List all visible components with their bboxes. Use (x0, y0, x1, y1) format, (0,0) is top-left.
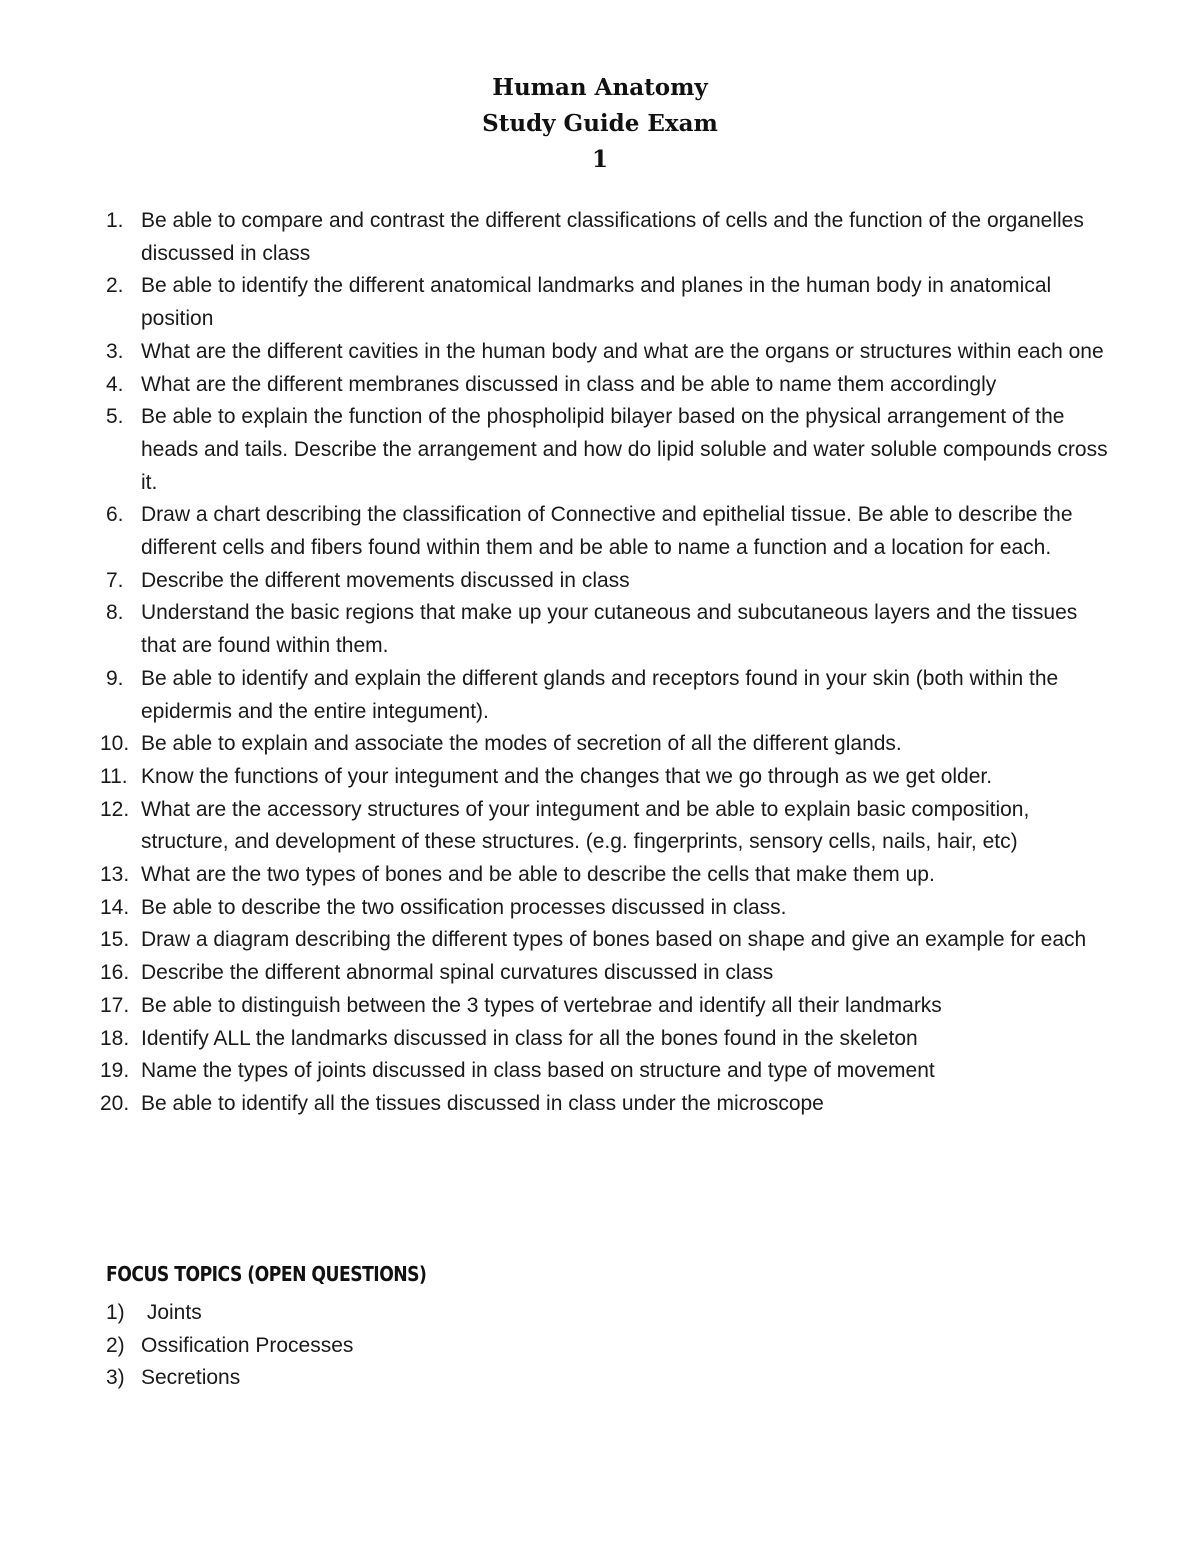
list-item (100, 565, 1110, 598)
item-number: 3) (106, 1366, 125, 1389)
item-text: What are the different cavities in the human body and what are the organs or structures within each one (141, 339, 1104, 363)
item-text: Be able to identify the different anatomical landmarks and planes in the human body in anatomical position (141, 274, 1052, 331)
item-number: 10. (100, 732, 130, 756)
list-item (106, 1362, 1006, 1395)
item-number: 9. (106, 666, 124, 690)
list-item (100, 892, 1110, 925)
item-number: 11. (100, 764, 128, 788)
item-number: 8. (106, 601, 124, 625)
focus-topics-section (106, 1257, 1006, 1395)
document-title: Human Anatomy (492, 74, 708, 101)
item-number: 6. (106, 503, 124, 527)
item-text: Be able to distinguish between the 3 types of vertebrae and identify all their landmarks (141, 993, 942, 1017)
item-number: 13. (100, 863, 130, 887)
list-item (100, 794, 1110, 859)
item-text: Be able to compare and contrast the different classifications of cells and the function of the organelles discussed in class (141, 209, 1084, 265)
item-number: 12. (100, 797, 130, 821)
item-number: 15. (100, 928, 130, 952)
list-item (100, 957, 1110, 990)
item-number: 18. (100, 1026, 130, 1050)
item-number: 5. (106, 405, 124, 429)
list-item (100, 728, 1110, 761)
list-item (100, 336, 1110, 369)
item-text: What are the different membranes discussed in class and be able to name them accordingly (141, 372, 997, 396)
item-number: 1. (106, 209, 124, 232)
list-item (100, 990, 1110, 1023)
item-number: 7. (106, 568, 124, 592)
item-number: 14. (100, 895, 130, 919)
item-number: 3. (106, 339, 124, 363)
list-item (100, 270, 1110, 335)
list-item (100, 499, 1110, 564)
item-text: Be able to explain the function of the phospholipid bilayer based on the physical arrangement of the heads and tails. Describe the arrangement and how do lipid soluble and water soluble compounds cross it. (141, 405, 1108, 494)
focus-topics-heading: FOCUS TOPICS (OPEN QUESTIONS) (106, 1262, 427, 1286)
item-number: 16. (100, 961, 130, 985)
item-text: What are the accessory structures of your integument and be able to explain basic composition, structure, and development of these structures. (e.g. fingerprints, sensory cells, nails, hair, etc) (141, 797, 1030, 854)
item-text: Be able to identify all the tissues discussed in class under the microscope (141, 1091, 824, 1115)
item-number: 4. (106, 372, 124, 396)
item-number: 20. (100, 1091, 130, 1115)
list-item (100, 401, 1110, 499)
item-text: What are the two types of bones and be able to describe the cells that make them up. (141, 863, 935, 887)
item-text: Understand the basic regions that make up your cutaneous and subcutaneous layers and the tissues that are found within them. (141, 601, 1078, 658)
item-text: Describe the different movements discussed in class (141, 568, 630, 592)
item-text: Be able to describe the two ossification processes discussed in class. (141, 895, 787, 919)
list-item (100, 1023, 1110, 1056)
list-item (106, 1330, 1006, 1363)
list-item (100, 761, 1110, 794)
item-text: Know the functions of your integument and the changes that we go through as we get older. (141, 764, 993, 788)
item-text: Name the types of joints discussed in class based on structure and type of movement (141, 1059, 935, 1083)
title-block (0, 70, 1200, 178)
list-item (106, 1297, 1006, 1330)
item-text: Secretions (141, 1366, 241, 1389)
item-text: Joints (141, 1301, 202, 1324)
exam-number: 1 (591, 146, 608, 173)
list-item (100, 663, 1110, 728)
item-text: Draw a diagram describing the different types of bones based on shape and give an example for each (141, 928, 1087, 952)
item-number: 17. (100, 993, 130, 1017)
list-item (100, 597, 1110, 662)
list-item (100, 924, 1110, 957)
item-text: Describe the different abnormal spinal curvatures discussed in class (141, 961, 774, 985)
item-text: Draw a chart describing the classification of Connective and epithelial tissue. Be able to describe the different cells and fibers found within them and be able to name a function and a location for each. (141, 503, 1073, 560)
list-item (100, 1088, 1110, 1121)
item-text: Be able to identify and explain the different glands and receptors found in your skin (both within the epidermis and the entire integument). (141, 666, 1059, 723)
list-item (100, 205, 1110, 270)
item-number: 2. (106, 274, 124, 298)
item-text: Identify ALL the landmarks discussed in class for all the bones found in the skeleton (141, 1026, 918, 1050)
question-list (100, 205, 1110, 1121)
focus-topics-list (106, 1297, 1006, 1395)
item-text: Ossification Processes (141, 1333, 354, 1357)
item-text: Be able to explain and associate the modes of secretion of all the different glands. (141, 732, 902, 756)
list-item (100, 369, 1110, 402)
item-number: 2) (106, 1333, 125, 1357)
list-item (100, 1055, 1110, 1088)
document-subtitle: Study Guide Exam (482, 110, 718, 137)
list-item (100, 859, 1110, 892)
item-number: 19. (100, 1059, 130, 1083)
item-number: 1) (106, 1301, 125, 1324)
